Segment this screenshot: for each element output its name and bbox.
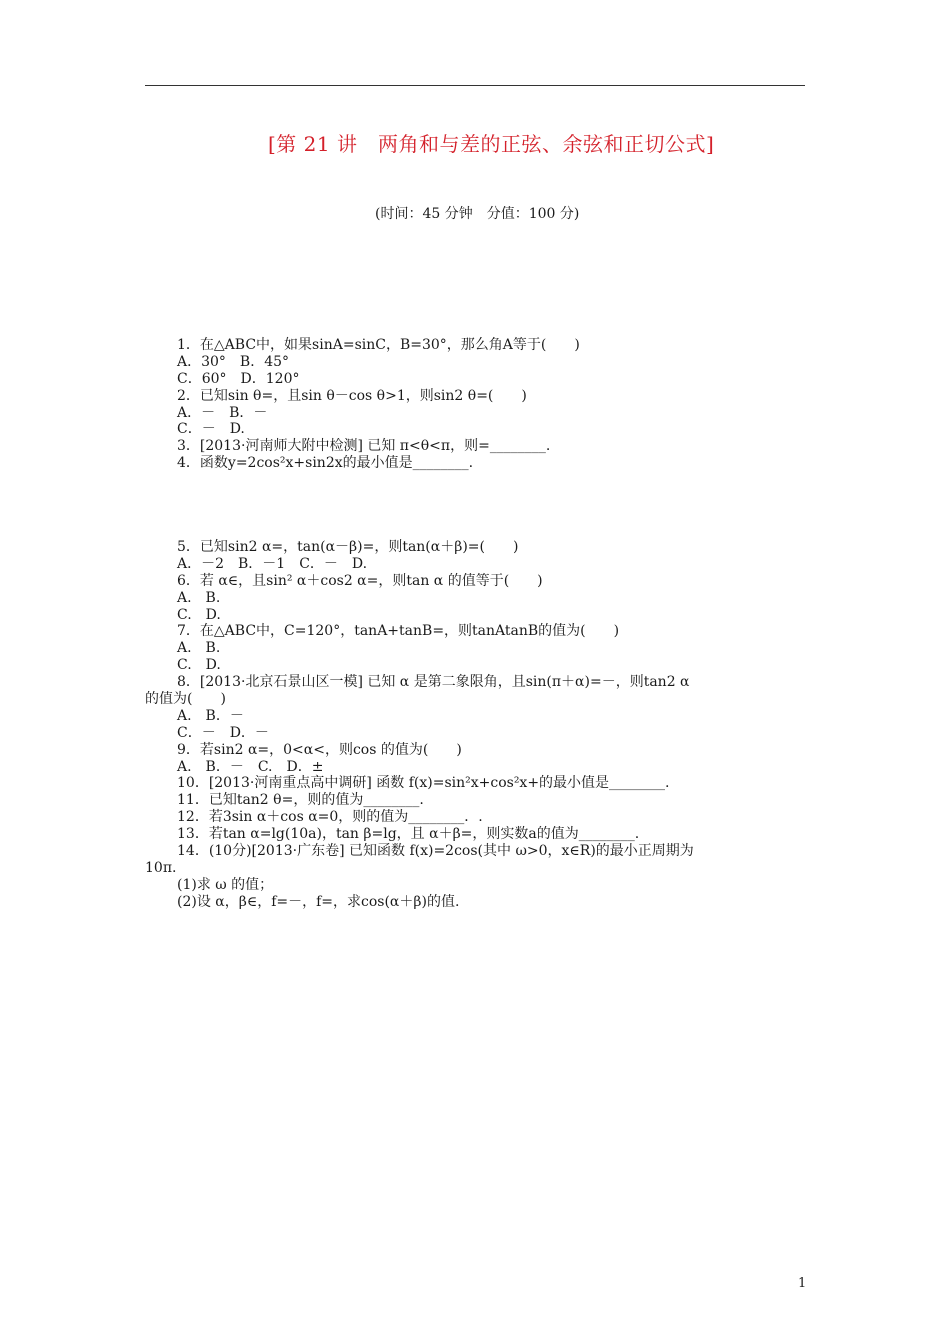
option-line: A. B. <box>177 589 221 606</box>
question-line: 7．在△ABC中，C=120°，tanA+tanB=，则tanAtanB的值为( ) <box>177 623 620 640</box>
question-line: 8．[2013·北京石景山区一模] 已知 α 是第二象限角，且sin(π＋α)=－，则tan2 α <box>177 674 690 691</box>
option-line: A．30° B．45° <box>177 353 290 370</box>
option-line: A．－2 B．－1 C．－ D. <box>177 555 368 572</box>
option-line: A. B．－ C. D．± <box>177 758 324 775</box>
question-line: 9．若sin2 α=，0<α<，则cos 的值为( ) <box>177 741 462 758</box>
page-number: 1 <box>798 1276 807 1291</box>
question-line: 4．函数y=2cos²x+sin2x的最小值是________. <box>177 455 474 472</box>
question-line: 11．已知tan2 θ=，则的值为________. <box>177 792 424 809</box>
option-line: C. D. <box>177 657 221 674</box>
question-block-basic <box>145 337 825 472</box>
question-line: 10．[2013·河南重点高中调研] 函数 f(x)=sin²x+cos²x+的最小值是________. <box>177 775 670 792</box>
option-line: A. B．－ <box>177 707 244 724</box>
option-line: C. D. <box>177 606 221 623</box>
question-line: 12．若3sin α＋cos α=0，则的值为________．. <box>177 809 483 826</box>
page-title: [第 21 讲 两角和与差的正弦、余弦和正切公式] <box>268 132 715 156</box>
question-continuation: 10π. <box>145 859 177 876</box>
option-line: C．－ D. <box>177 421 245 438</box>
question-line: 3．[2013·河南师大附中检测] 已知 π<θ<π，则=________. <box>177 438 551 455</box>
option-line: C．60° D．120° <box>177 370 300 387</box>
option-line: C．－ D．－ <box>177 724 269 741</box>
question-line: 2．已知sin θ=，且sin θ－cos θ>1，则sin2 θ=( ) <box>177 387 527 404</box>
question-line: 13．若tan α=lg(10a)，tan β=lg，且 α＋β=，则实数a的值为________. <box>177 826 640 843</box>
option-line: A. B. <box>177 640 221 657</box>
header-rule <box>145 85 805 86</box>
question-continuation: 的值为( ) <box>145 691 226 708</box>
option-line: A．－ B．－ <box>177 404 268 421</box>
question-line: 5．已知sin2 α=，tan(α－β)=，则tan(α＋β)=( ) <box>177 539 519 555</box>
sub-question-line: (2)设 α，β∈，f=－，f=，求cos(α＋β)的值. <box>177 893 460 910</box>
question-block-advanced <box>145 539 825 911</box>
time-score-info: (时间：45 分钟 分值：100 分) <box>375 206 580 222</box>
question-line: 6．若 α∈，且sin² α＋cos2 α=，则tan α 的值等于( ) <box>177 572 543 589</box>
question-line: 14．(10分)[2013·广东卷] 已知函数 f(x)=2cos(其中 ω>0，x∈R)的最小正周期为 <box>177 843 694 860</box>
question-line: 1．在△ABC中，如果sinA=sinC，B=30°，那么角A等于( ) <box>177 337 580 353</box>
sub-question-line: (1)求 ω 的值； <box>177 876 274 893</box>
